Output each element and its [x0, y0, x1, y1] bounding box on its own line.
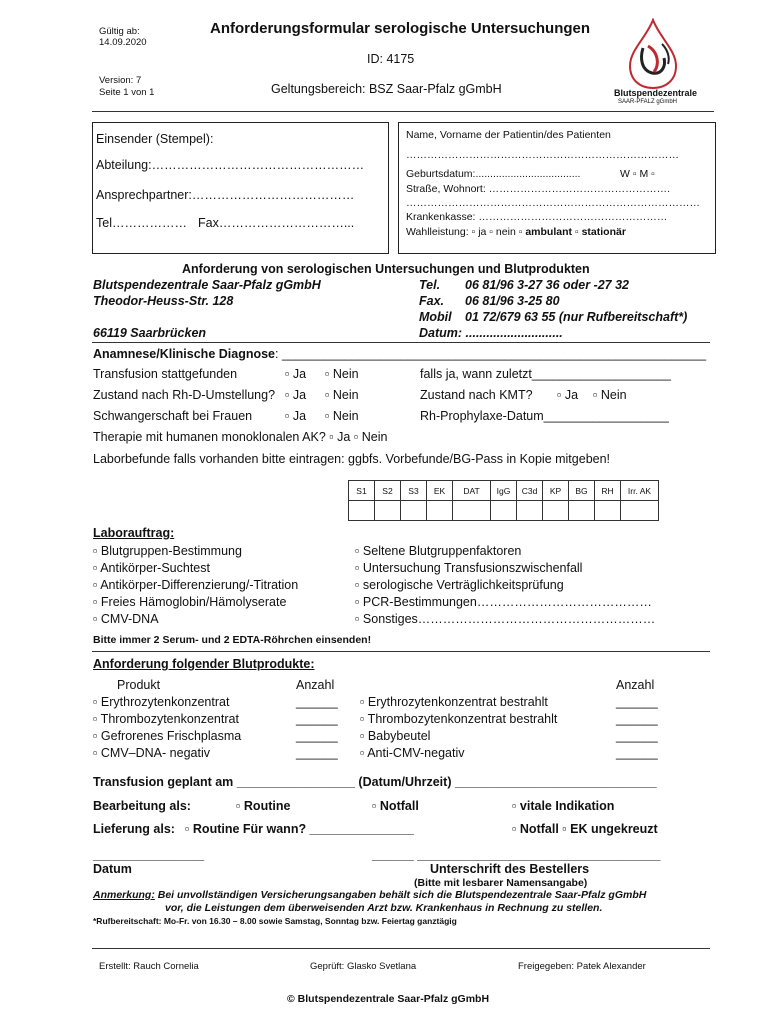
labor-option[interactable]: ▫ serologische Verträglichkeitsprüfung	[355, 578, 564, 592]
einsender-label: Einsender (Stempel):	[96, 132, 214, 146]
logo-subtext: SAAR-PFALZ gGmbH	[618, 99, 678, 105]
lab-col-header: S1	[349, 481, 375, 501]
patient-name-label: Name, Vorname der Patientin/des Patienten	[406, 129, 611, 141]
stationaer-checkbox[interactable]: ▫	[574, 226, 579, 238]
labor-option[interactable]: ▫ Antikörper-Differenzierung/-Titration	[93, 578, 299, 592]
gender-checkboxes[interactable]: W ▫ M ▫	[620, 168, 655, 180]
quantity-field[interactable]: ______	[296, 729, 338, 743]
blutprodukte-heading: Anforderung folgender Blutprodukte:	[93, 657, 315, 671]
quantity-field[interactable]: ______	[296, 746, 338, 760]
lab-mobil: 01 72/679 63 55 (nur Rufbereitschaft*)	[465, 310, 688, 324]
lab-fax-label: Fax.	[419, 294, 445, 308]
date-label: Datum	[93, 862, 132, 876]
anzahl-header-right: Anzahl	[616, 678, 655, 692]
date-line[interactable]: ________________	[93, 848, 205, 862]
product-option[interactable]: ▫ Babybeutel	[360, 729, 431, 743]
lab-col-header: RH	[595, 481, 621, 501]
ambulant-option[interactable]: ambulant	[525, 226, 573, 238]
kmt-nein[interactable]: ▫ Nein	[593, 388, 627, 402]
lab-mobil-label: Mobil	[419, 310, 452, 324]
signature-line[interactable]: ______ ___________________________________	[372, 848, 661, 862]
lab-col-header: C3d	[517, 481, 543, 501]
schwanger-label: Schwangerschaft bei Frauen	[93, 409, 253, 423]
product-option[interactable]: ▫ Anti-CMV-negativ	[360, 746, 465, 760]
lab-results-table	[348, 480, 659, 521]
lab-col-header: BG	[569, 481, 595, 501]
page-number: Seite 1 von 1	[99, 87, 155, 98]
product-option[interactable]: ▫ Thrombozytenkonzentrat	[93, 712, 239, 726]
copyright: © Blutspendezentrale Saar-Pfalz gGmbH	[287, 993, 490, 1005]
signature-label: Unterschrift des Bestellers	[430, 862, 590, 876]
lab-fax: 06 81/96 3-25 80	[465, 294, 560, 308]
fax-field[interactable]: Fax…………………………...	[198, 216, 355, 230]
rufbereitschaft-note: *Rufbereitschaft: Mo-Fr. von 16.30 – 8.00 sowie Samstag, Sonntag bzw. Feiertag ganztägig	[93, 916, 457, 926]
transfusion-when-field[interactable]: falls ja, wann zuletzt____________________	[420, 367, 671, 381]
rhd-nein[interactable]: ▫ Nein	[325, 388, 359, 402]
tube-note: Bitte immer 2 Serum- und 2 EDTA-Röhrchen einsenden!	[93, 634, 372, 646]
labor-option[interactable]: ▫ Blutgruppen-Bestimmung	[93, 544, 242, 558]
labor-option[interactable]: ▫ Freies Hämoglobin/Hämolyserate	[93, 595, 287, 609]
birthdate-field[interactable]: Geburtsdatum:....................................	[406, 168, 581, 180]
transfusion-ja[interactable]: ▫ Ja	[285, 367, 307, 381]
lab-street: Theodor-Heuss-Str. 128	[93, 294, 234, 308]
transfusion-label: Transfusion stattgefunden	[93, 367, 238, 381]
lab-value-row	[349, 501, 659, 521]
lab-value-cell[interactable]	[491, 501, 517, 521]
wahlleistung-options[interactable]: Wahlleistung: ▫ ja ▫ nein ▫	[406, 226, 523, 238]
lab-value-cell[interactable]	[349, 501, 375, 521]
lab-col-header: Irr. AK	[621, 481, 659, 501]
address-field[interactable]: Straße, Wohnort: …………………………………………….	[406, 183, 671, 195]
bearbeitung-notfall[interactable]: ▫ Notfall	[372, 799, 419, 813]
product-option[interactable]: ▫ Erythrozytenkonzentrat bestrahlt	[360, 695, 548, 709]
lieferung-label: Lieferung als:	[93, 822, 175, 836]
lab-col-header: KP	[543, 481, 569, 501]
lieferung-routine[interactable]: ▫ Routine Für wann? _______________	[185, 822, 414, 836]
labor-option[interactable]: ▫ Seltene Blutgruppenfaktoren	[355, 544, 522, 558]
product-option[interactable]: ▫ Thrombozytenkonzentrat bestrahlt	[360, 712, 558, 726]
transfusion-nein[interactable]: ▫ Nein	[325, 367, 359, 381]
labor-option[interactable]: ▫ Untersuchung Transfusionszwischenfall	[355, 561, 583, 575]
product-option[interactable]: ▫ Gefrorenes Frischplasma	[93, 729, 242, 743]
lab-col-header: DAT	[453, 481, 491, 501]
bearbeitung-routine[interactable]: ▫ Routine	[236, 799, 291, 813]
lab-tel-label: Tel.	[419, 278, 441, 292]
section-divider	[92, 651, 710, 652]
blood-drop-logo-icon	[618, 18, 688, 90]
ansprechpartner-field[interactable]: Ansprechpartner:…………………………………	[96, 188, 355, 202]
version: Version: 7	[99, 75, 142, 86]
lab-value-cell[interactable]	[569, 501, 595, 521]
valid-label: Gültig ab:	[99, 26, 140, 37]
schwanger-ja[interactable]: ▫ Ja	[285, 409, 307, 423]
quantity-field[interactable]: ______	[616, 746, 658, 760]
anzahl-header: Anzahl	[296, 678, 335, 692]
lab-value-cell[interactable]	[517, 501, 543, 521]
valid-date: 14.09.2020	[99, 37, 147, 48]
address-field-2[interactable]: …………………………………………………………………………	[406, 197, 700, 209]
laborbefunde-note: Laborbefunde falls vorhanden bitte eintragen: ggbfs. Vorbefunde/BG-Pass in Kopie mitgeben!	[93, 452, 611, 466]
quantity-field[interactable]: ______	[616, 695, 658, 709]
labor-option[interactable]: ▫ CMV-DNA	[93, 612, 159, 626]
lab-value-cell[interactable]	[375, 501, 401, 521]
anmerkung	[93, 889, 646, 901]
signature-hint: (Bitte mit lesbarer Namensangabe)	[414, 877, 588, 889]
product-option[interactable]: ▫ CMV–DNA- negativ	[93, 746, 210, 760]
tel-field[interactable]: Tel………………	[96, 216, 187, 230]
lab-divider	[92, 342, 710, 343]
section-heading-request: Anforderung von serologischen Untersuchungen und Blutprodukten	[182, 262, 590, 276]
labor-option[interactable]: ▫ Sonstiges…………………………………………………	[355, 612, 656, 626]
rhd-ja[interactable]: ▫ Ja	[285, 388, 307, 402]
lab-col-header: IgG	[491, 481, 517, 501]
quantity-field[interactable]: ______	[296, 695, 338, 709]
lab-value-cell[interactable]	[595, 501, 621, 521]
bearbeitung-label: Bearbeitung als:	[93, 799, 191, 813]
kmt-label: Zustand nach KMT?	[420, 388, 533, 402]
anmerkung-label: Anmerkung:	[93, 889, 155, 901]
lab-col-header: S3	[401, 481, 427, 501]
footer-divider	[92, 948, 710, 949]
anamnese-heading: Anamnese/Klinische Diagnose	[93, 347, 276, 361]
quantity-field[interactable]: ______	[616, 729, 658, 743]
anmerkung-text-2: vor, die Leistungen dem überweisenden Arzt bzw. Krankenhaus in Rechnung zu stellen.	[165, 902, 603, 914]
labor-option[interactable]: ▫ Antikörper-Suchtest	[93, 561, 210, 575]
lab-tel: 06 81/96 3-27 36 oder -27 32	[465, 278, 630, 292]
schwanger-nein[interactable]: ▫ Nein	[325, 409, 359, 423]
anamnese-field[interactable]: : _____________________________________________________________	[275, 347, 707, 361]
bearbeitung-vitale[interactable]: ▫ vitale Indikation	[512, 799, 615, 813]
lab-value-cell[interactable]	[453, 501, 491, 521]
anamnese-row[interactable]	[93, 347, 706, 361]
lab-col-header: S2	[375, 481, 401, 501]
erstellt: Erstellt: Rauch Cornelia	[99, 961, 199, 972]
lieferung-notfall[interactable]: ▫ Notfall ▫ EK ungekreuzt	[512, 822, 658, 836]
scope: Geltungsbereich: BSZ Saar-Pfalz gGmbH	[271, 82, 502, 96]
prophylaxe-field[interactable]: Rh-Prophylaxe-Datum__________________	[420, 409, 669, 423]
laborauftrag-heading: Laborauftrag:	[93, 526, 175, 540]
freigegeben: Freigegeben: Patek Alexander	[518, 961, 646, 972]
lab-header-row	[349, 481, 659, 501]
abteilung-field[interactable]: Abteilung:……………………………………………	[96, 158, 365, 172]
document-id: ID: 4175	[367, 52, 415, 66]
anmerkung-text: Bei unvollständigen Versicherungsangaben behält sich die Blutspendezentrale Saar-Pfalz gGmbH	[154, 889, 647, 901]
transfusion-planned-field[interactable]: Transfusion geplant am _________________ (Datum/Uhrzeit) _____________________________	[93, 775, 657, 789]
insurance-field[interactable]: Krankenkasse: ………………………………………………	[406, 211, 668, 223]
geprueft: Geprüft: Glasko Svetlana	[310, 961, 417, 972]
lab-value-cell[interactable]	[401, 501, 427, 521]
rhd-label: Zustand nach Rh-D-Umstellung?	[93, 388, 276, 402]
quantity-field[interactable]: ______	[296, 712, 338, 726]
wahlleistung-row[interactable]	[406, 226, 626, 238]
page-title: Anforderungsformular serologische Untersuchungen	[210, 20, 591, 37]
header-divider	[92, 111, 714, 112]
quantity-field[interactable]: ______	[616, 712, 658, 726]
stationaer-option[interactable]: stationär	[581, 226, 626, 238]
therapie-row[interactable]: Therapie mit humanen monoklonalen AK? ▫ Ja ▫ Nein	[93, 430, 388, 444]
lab-value-cell[interactable]	[427, 501, 453, 521]
product-option[interactable]: ▫ Erythrozytenkonzentrat	[93, 695, 230, 709]
lab-date-field[interactable]: Datum: ............................	[419, 326, 563, 340]
kmt-ja[interactable]: ▫ Ja	[557, 388, 579, 402]
produkt-header: Produkt	[117, 678, 161, 692]
patient-name-field[interactable]: ……………………………………………………………………	[406, 149, 679, 161]
logo	[618, 18, 688, 90]
lab-city: 66119 Saarbrücken	[93, 326, 207, 340]
labor-option[interactable]: ▫ PCR-Bestimmungen……………………………………	[355, 595, 652, 609]
lab-value-cell[interactable]	[543, 501, 569, 521]
lab-col-header: EK	[427, 481, 453, 501]
lab-value-cell[interactable]	[621, 501, 659, 521]
lab-org: Blutspendezentrale Saar-Pfalz gGmbH	[93, 278, 321, 292]
logo-text: Blutspendezentrale	[614, 88, 698, 98]
